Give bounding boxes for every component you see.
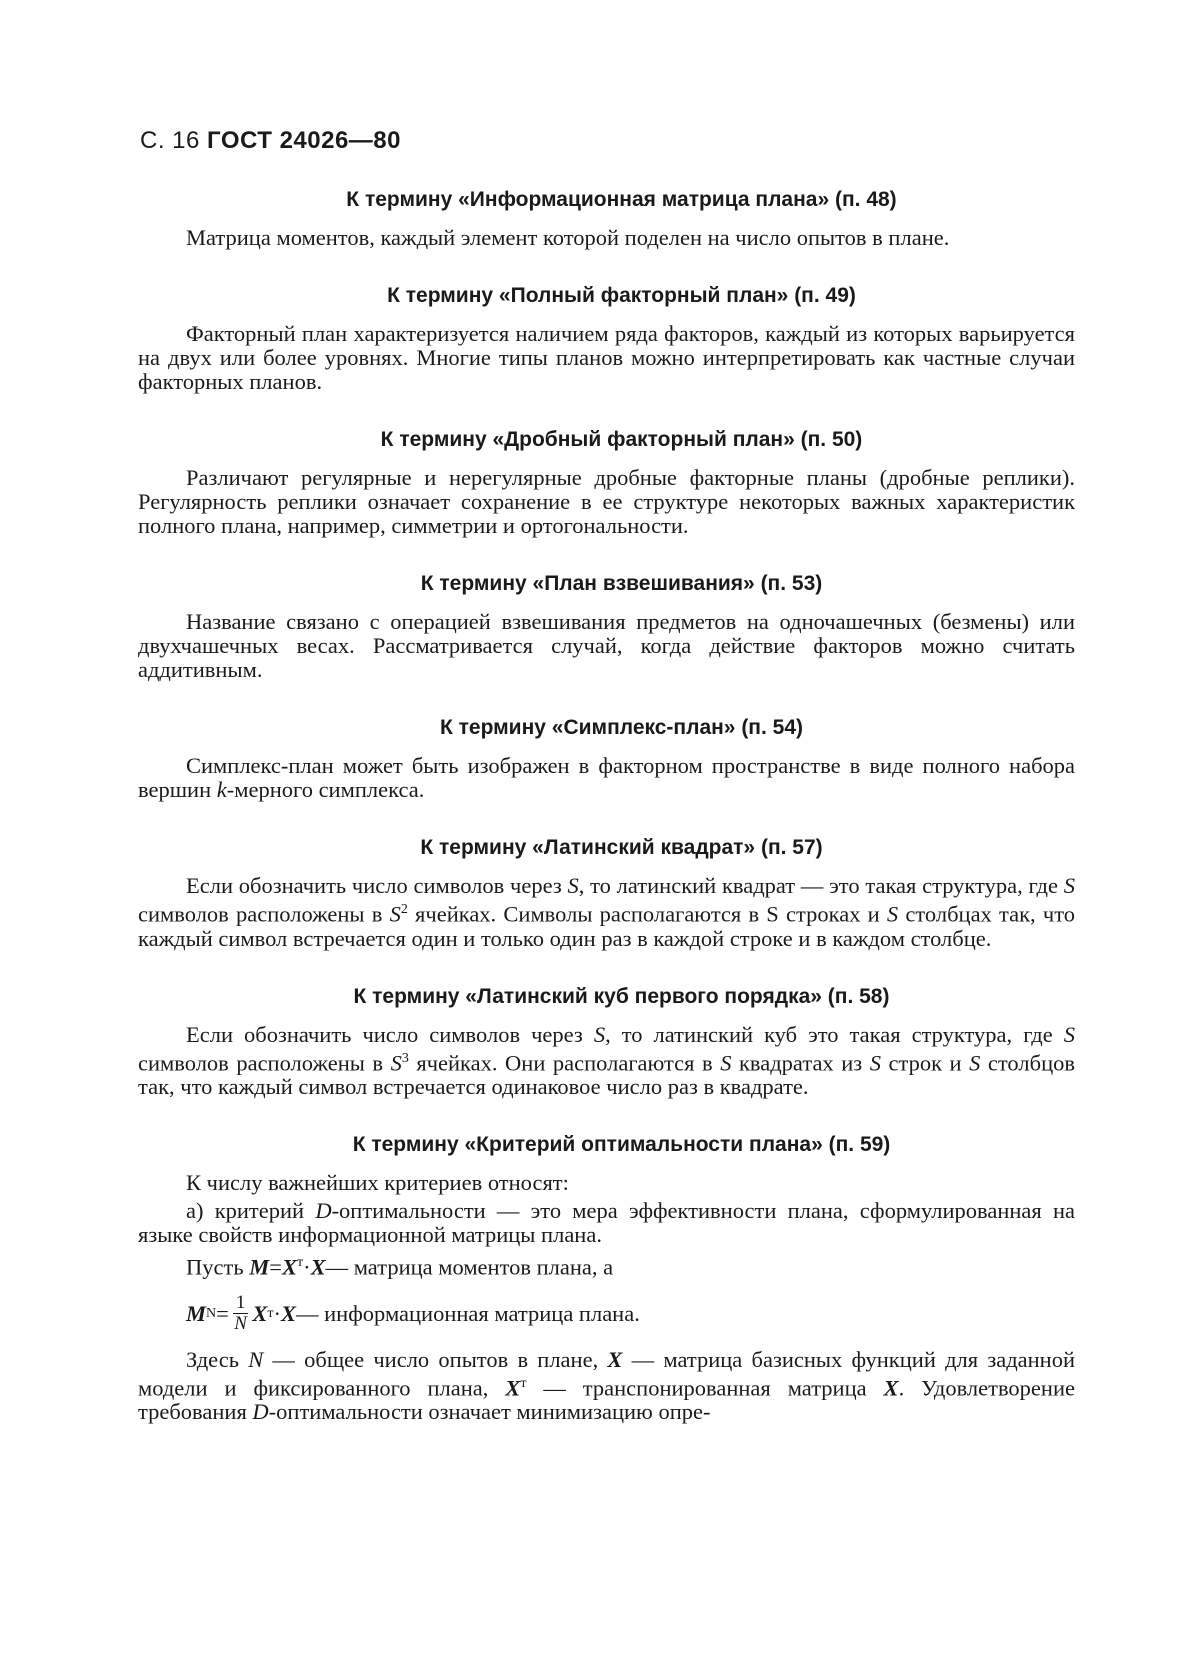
criterion-explanation: Здесь N — общее число опытов в плане, X — матрица базисных функций для заданной модели и фиксированного плана, $X^т$ — транспонированная матрица X. Удовлетворение требования D-оптимальности означает минимизацию опре- (138, 1346, 1076, 1424)
section-text: Матрица моментов, каждый элемент которой поделен на число опытов в плане. (186, 225, 950, 250)
section-title: К термину «Информационная матрица плана» (п. 48) (346, 188, 897, 211)
page-number: С. 16 (140, 127, 200, 154)
section-simplex (138, 716, 1075, 802)
section-text: Симплекс-план может быть изображен в факторном пространстве в виде полного набора вершин k-мерного симплекса. (138, 753, 1075, 802)
section-title: К термину «Дробный факторный план» (п. 50) (380, 428, 863, 451)
section-weighing-design (138, 572, 1075, 682)
section-latin-cube (138, 985, 1075, 1100)
page-body (138, 188, 1075, 1428)
section-full-factorial (138, 284, 1075, 394)
section-title: К термину «План взвешивания» (п. 53) (420, 572, 823, 595)
document-id: ГОСТ 24026—80 (207, 127, 401, 154)
section-latin-square (138, 836, 1075, 951)
section-text: Факторный план характеризуется наличием ряда факторов, каждый из которых варьируется на двух или более уровнях. Многие типы планов можно интерпретировать как частные случаи факторных планов. (138, 321, 1075, 394)
section-title: К термину «Критерий оптимальности плана» (п. 59) (352, 1133, 891, 1156)
section-title: К термину «Латинский квадрат» (п. 57) (420, 836, 823, 859)
section-information-matrix (138, 188, 1075, 250)
fraction: $\frac{1}{N}$ (234, 1292, 247, 1334)
section-title: К термину «Полный факторный план» (п. 49) (387, 284, 856, 307)
section-title: К термину «Симплекс-план» (п. 54) (439, 716, 804, 739)
criteria-intro: К числу важнейших критериев относят: (186, 1170, 569, 1195)
page-header (140, 127, 401, 155)
moment-matrix-formula: Пусть $M=X^т\cdot X—$ матрица моментов плана, а (186, 1254, 614, 1280)
section-fractional-factorial (138, 428, 1075, 538)
criterion-a: а) критерий D-оптимальности — это мера эффективности плана, сформулированная на языке свойств информационной матрицы плана. (138, 1198, 1075, 1247)
section-text: Если обозначить число символов через S, то латинский квадрат — это такая структура, где S символов расположены в $S^2$ ячейках. Символы располагаются в S строках и S столбцах так, что каждый символ встречается один и только один раз в каждой строке и в каждом столбце. (138, 873, 1075, 951)
section-text: Если обозначить число символов через S, то латинский куб это такая структура, где S символов расположены в $S^3$ ячейках. Они располагаются в S квадратах из S строк и S столбцов так, что каждый символ встречается одинаковое число раз в квадрате. (138, 1021, 1075, 1099)
section-title: К термину «Латинский куб первого порядка» (п. 58) (353, 984, 890, 1008)
section-text: Различают регулярные и нерегулярные дробные факторные планы (дробные реплики). Регулярность реплики означает сохранение в ее структуре некоторых важных характеристик полного плана, например, симметрии и ортогональности. (138, 465, 1075, 538)
section-text: Название связано с операцией взвешивания предметов на одночашечных (безмены) или двухчашечных весах. Рассматривается случай, когда действие факторов можно считать аддитивным. (138, 609, 1075, 682)
information-matrix-formula: M N = $\frac{1}{N}$ X т · X — информационная матрица плана. (186, 1292, 640, 1334)
section-optimality-criterion (138, 1133, 1075, 1424)
